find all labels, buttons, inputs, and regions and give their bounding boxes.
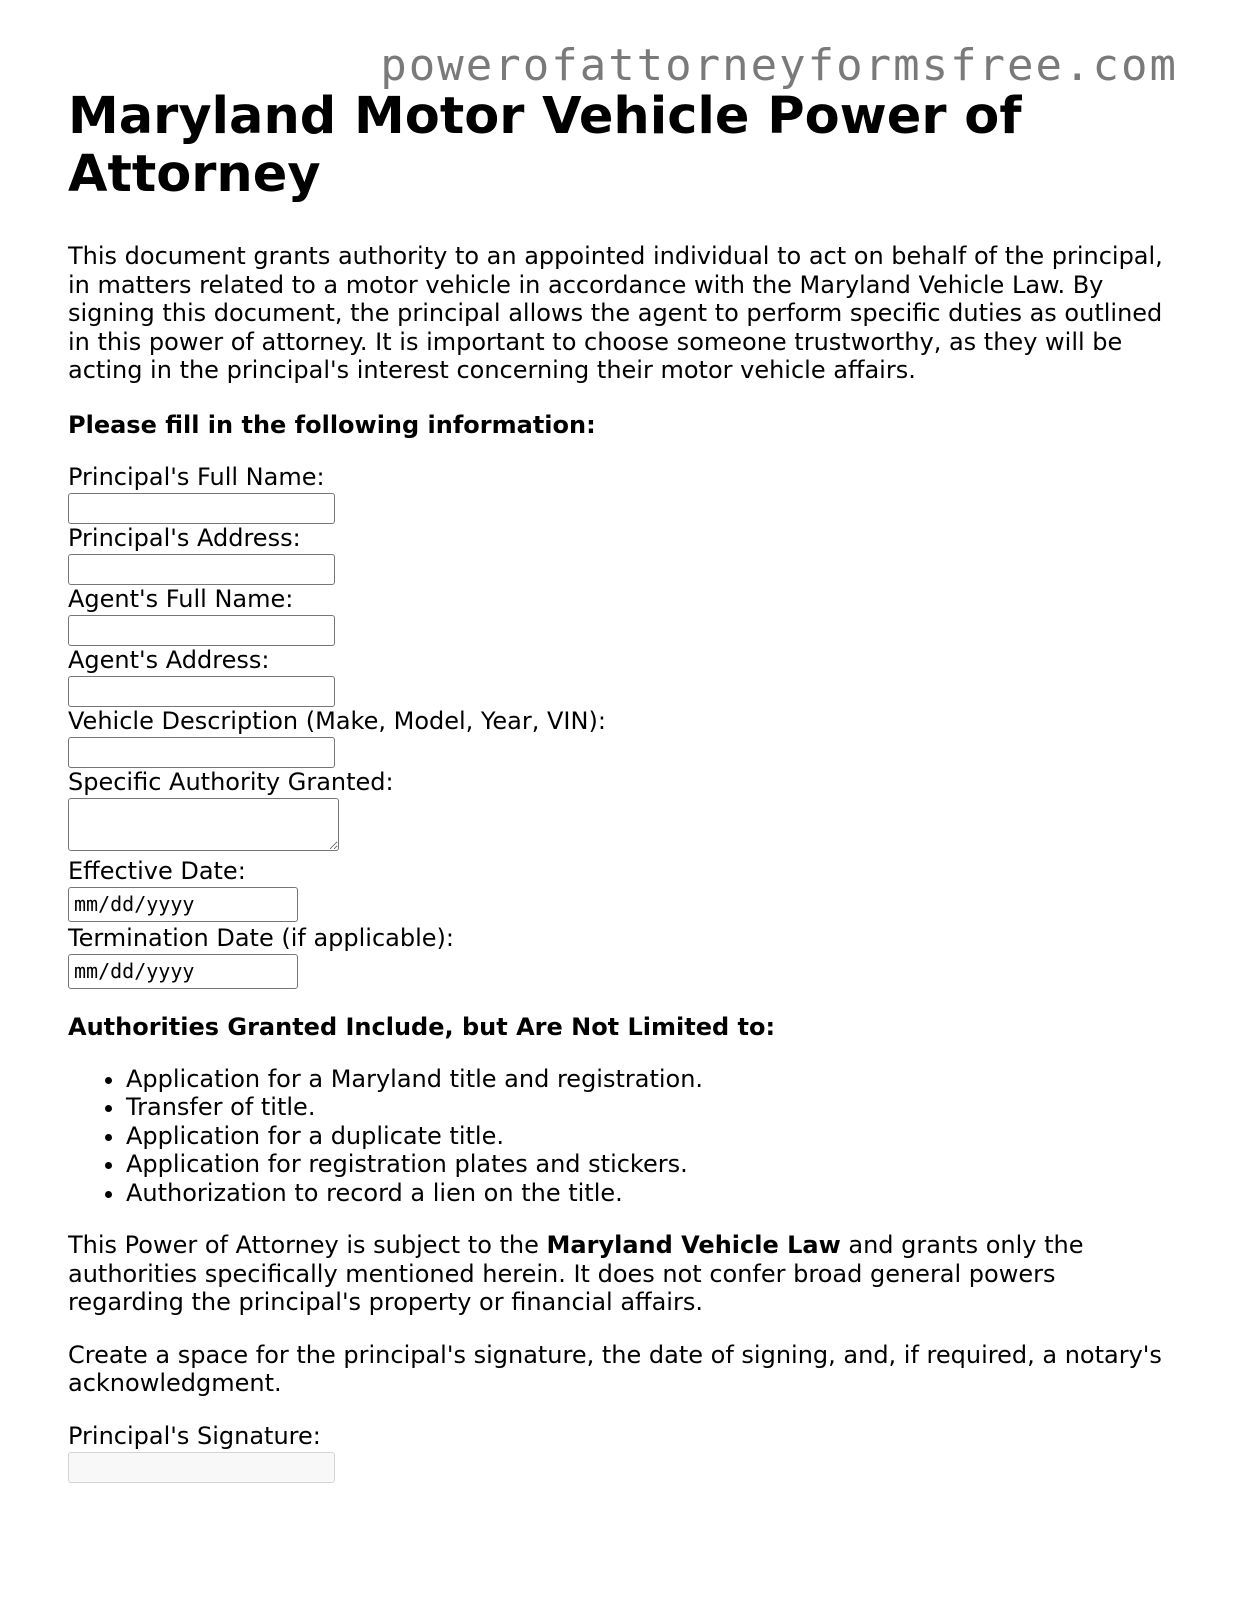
page-title: Maryland Motor Vehicle Power of Attorney (68, 87, 1022, 204)
vehicle-description-input[interactable] (68, 737, 335, 768)
law-name-bold: Maryland Vehicle Law (546, 1231, 841, 1259)
agent-name-input[interactable] (68, 615, 335, 646)
document-page (68, 88, 1178, 1483)
authorities-list (68, 1065, 1178, 1208)
authorities-heading: Authorities Granted Include, but Are Not Limited to: (68, 1012, 776, 1041)
effective-date-label: Effective Date: (68, 856, 246, 885)
principal-address-label: Principal's Address: (68, 523, 301, 552)
form-heading: Please fill in the following information: (68, 410, 596, 439)
law-text-before: This Power of Attorney is subject to the (68, 1231, 547, 1259)
poa-form (68, 463, 1178, 989)
list-item: • Authorization to record a lien on the title. (126, 1179, 1178, 1208)
effective-date-input[interactable]: mm/dd/yyyy (68, 887, 298, 922)
list-item: • Application for a duplicate title. (126, 1122, 1178, 1151)
list-item: • Application for a Maryland title and registration. (126, 1065, 1178, 1094)
agent-address-label: Agent's Address: (68, 645, 270, 674)
signature-instruction: Create a space for the principal's signature, the date of signing, and, if required, a notary's acknowledgment. (68, 1340, 1162, 1397)
law-subject-paragraph (68, 1231, 1178, 1317)
signature-input (68, 1452, 335, 1483)
law-text-after: and grants only the authorities specifically mentioned herein. It does not confer broad general powers regarding the principal's property or financial affairs. (68, 1231, 1084, 1316)
agent-address-input[interactable] (68, 676, 335, 707)
termination-date-label: Termination Date (if applicable): (68, 923, 454, 952)
agent-name-label: Agent's Full Name: (68, 584, 294, 613)
intro-paragraph: This document grants authority to an appointed individual to act on behalf of the principal, in matters related to a motor vehicle in accordance with the Maryland Vehicle Law. By signing this document, the principal allows the agent to perform specific duties as outlined in this power of attorney. It is important to choose someone trustworthy, as they will be acting in the principal's interest concerning their motor vehicle affairs. (68, 242, 1163, 384)
list-item: • Transfer of title. (126, 1093, 1178, 1122)
list-item: • Application for registration plates and stickers. (126, 1150, 1178, 1179)
specific-authority-label: Specific Authority Granted: (68, 767, 394, 796)
vehicle-description-label: Vehicle Description (Make, Model, Year, VIN): (68, 706, 606, 735)
termination-date-input[interactable]: mm/dd/yyyy (68, 954, 298, 989)
principal-name-label: Principal's Full Name: (68, 462, 325, 491)
signature-label: Principal's Signature: (68, 1421, 321, 1450)
site-watermark: powerofattorneyformsfree.com (380, 40, 1178, 91)
principal-name-input[interactable] (68, 493, 335, 524)
principal-address-input[interactable] (68, 554, 335, 585)
specific-authority-textarea[interactable] (68, 798, 339, 851)
